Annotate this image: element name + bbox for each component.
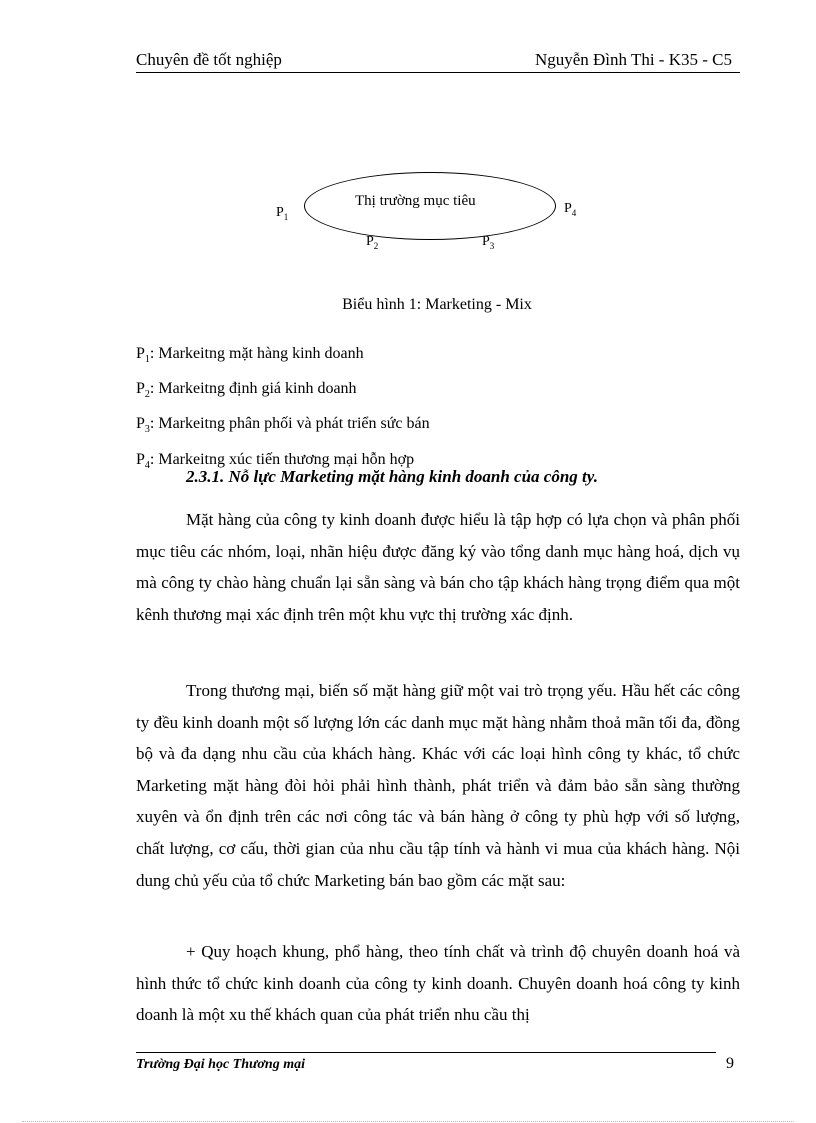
target-market-ellipse (304, 172, 556, 240)
page-number: 9 (726, 1055, 734, 1072)
header-document-type: Chuyên đề tốt nghiệp (136, 50, 282, 69)
header-author: Nguyễn Đình Thi - K35 - C5 (534, 50, 732, 69)
legend-item: $P_3$: Markeitng phân phối và phát triển sức bán (136, 415, 430, 436)
body-paragraph: Trong thương mại, biến số mặt hàng giữ một vai trò trọng yếu. Hầu hết các công ty đều kinh doanh một số lượng lớn các danh mục mặt hàng nhằm thoả mãn tối đa, đồng bộ và đa dạng nhu cầu của khách hàng. Khác với các loại hình công ty khác, tổ chức Marketing mặt hàng đòi hỏi phải hình thành, phát triển và đảm bảo sẵn sàng thường xuyên và ổn định trên các nơi công tác và bán hàng ở công ty phù hợp với số lượng, chất lượng, cơ cấu, thời gian của nhu cầu tập tính và hành vi mua của khách hàng. Nội dung chủ yếu của tổ chức Marketing bán bao gồm các mặt sau: (136, 681, 740, 890)
body-paragraph: Mặt hàng của công ty kinh doanh được hiểu là tập hợp có lựa chọn và phân phối mục tiêu các nhóm, loại, nhãn hiệu được đăng ký vào tổng danh mục hàng hoá, dịch vụ mà công ty chào hàng chuẩn lại sẵn sàng và bán cho tập khách hàng trọng điểm qua một kênh thương mại xác định trên một khu vực thị trường xác định. (136, 510, 740, 624)
footer-institution: Trường Đại học Thương mại (136, 1057, 305, 1072)
body-paragraph: + Quy hoạch khung, phổ hàng, theo tính chất và trình độ chuyên doanh hoá và hình thức tổ chức kinh doanh của công ty kinh doanh. Chuyên doanh hoá công ty kinh doanh là một xu thế khách quan của phát triển nhu cầu thị (136, 942, 740, 1025)
legend-item: $P_2$: Markeitng định giá kinh doanh (136, 380, 357, 401)
marketing-mix-diagram (260, 165, 600, 265)
legend-item: $P_4$: Markeitng xúc tiến thương mại hỗn hợp (136, 450, 415, 471)
section-heading: 2.3.1. Nỗ lực Marketing mặt hàng kinh doanh của công ty. (186, 467, 598, 486)
target-market-label: Thị trường mục tiêu (355, 193, 476, 209)
page-boundary (22, 1121, 794, 1122)
diagram-p2-label: $P_2$ (366, 234, 379, 251)
legend-item: $P_1$: Markeitng mặt hàng kinh doanh (136, 345, 364, 366)
diagram-p1-label: $P_1$ (276, 205, 289, 222)
diagram-p4-label: $P_4$ (564, 201, 577, 218)
marketing-mix-legend (136, 339, 430, 480)
page-header (136, 50, 740, 73)
footer-divider (136, 1052, 716, 1053)
diagram-p3-label: $P_3$ (482, 234, 495, 251)
figure-caption: Biểu hình 1: Marketing - Mix (342, 296, 532, 313)
